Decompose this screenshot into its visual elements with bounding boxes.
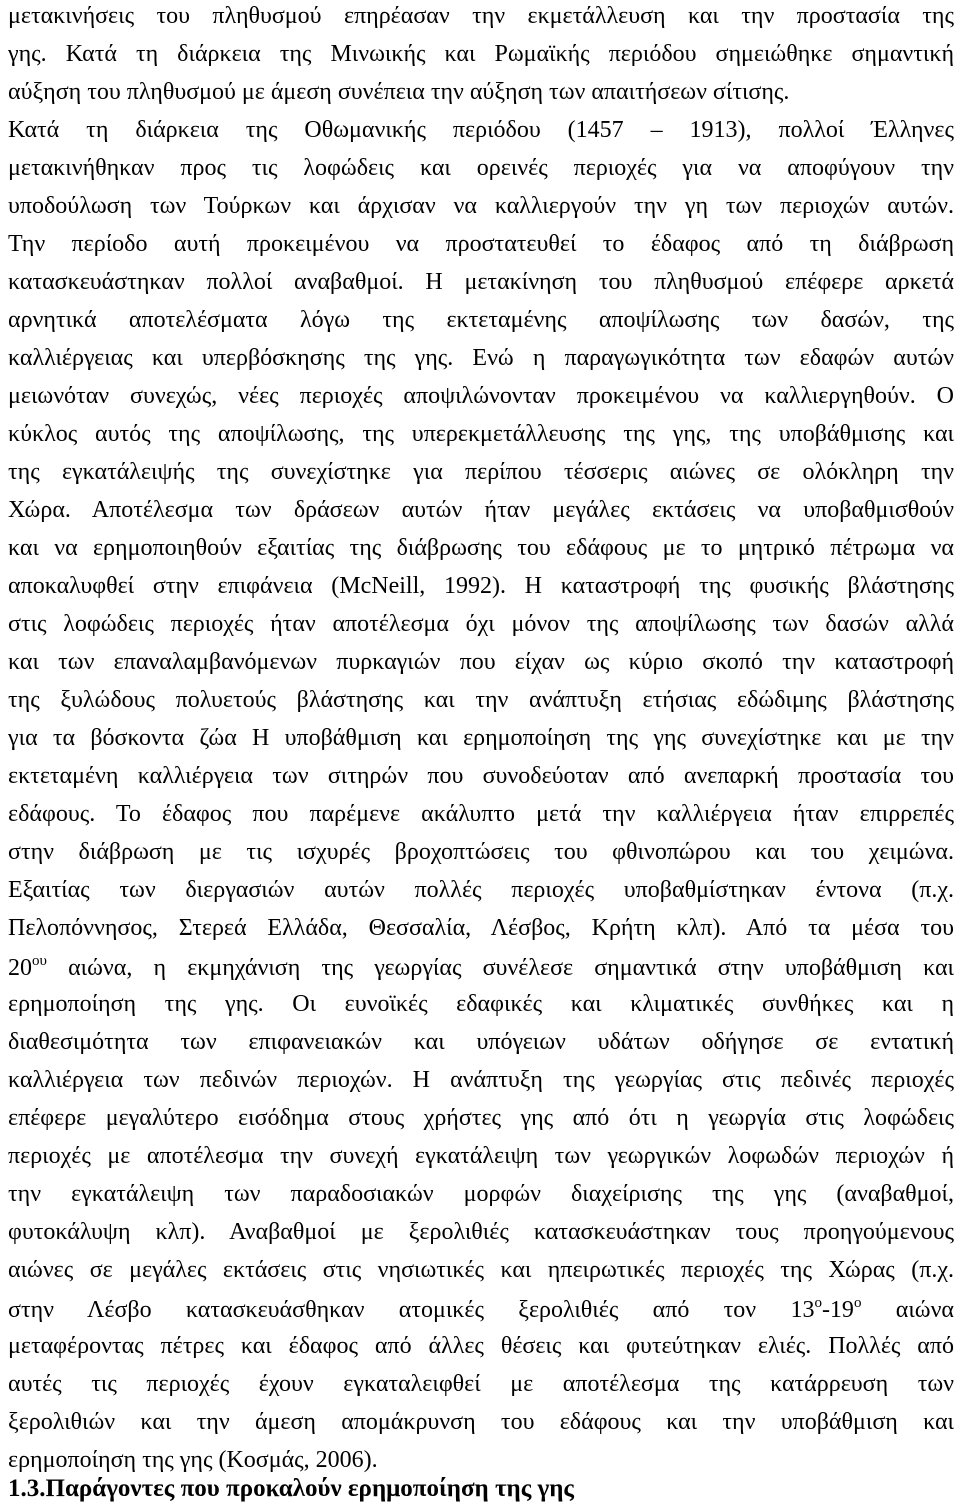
- paragraph-line: αυτές τις περιοχές έχουν εγκαταλειφθεί με αποτέλεσμα της κατάρρευση των: [8, 1371, 954, 1397]
- paragraph-line: της εγκατάλειψής της συνεχίστηκε για περίπου τέσσερις αιώνες σε ολόκληρη την: [8, 459, 954, 485]
- superscript: ο: [853, 1295, 862, 1311]
- paragraph-line: μετακινήσεις του πληθυσμού επηρέασαν την εκμετάλλευση και την προστασία της: [8, 3, 954, 29]
- paragraph-line: καλλιέργεια των πεδινών περιοχών. Η ανάπτυξη της γεωργίας στις πεδινές περιοχές: [8, 1067, 954, 1093]
- line-text: αιώνα, η εκμηχάνιση της γεωργίας συνέλεσε σημαντικά στην υποβάθμιση και: [68, 955, 955, 981]
- paragraph-line: επέφερε μεγαλύτερο εισόδημα στους χρήστες γης από ότι η γεωργία στις λοφώδεις: [8, 1105, 954, 1131]
- paragraph-line: την εγκατάλειψη των παραδοσιακών μορφών διαχείρισης της γης (αναβαθμοί,: [8, 1181, 954, 1207]
- paragraph-line: εκτεταμένη καλλιέργεια των σιτηρών που συνοδεύοταν από ανεπαρκή προστασία του: [8, 763, 954, 789]
- paragraph-line: μειωνόταν συνεχώς, νέες περιοχές αποψιλώνονταν προκειμένου να καλλιεργηθούν. Ο: [8, 383, 954, 409]
- paragraph-line: υποδούλωση των Τούρκων και άρχισαν να καλλιεργούν την γη των περιοχών αυτών.: [8, 193, 954, 219]
- paragraph-line: κατασκευάστηκαν πολλοί αναβαθμοί. Η μετακίνηση του πληθυσμού επέφερε αρκετά: [8, 269, 954, 295]
- paragraph-line: και των επαναλαμβανόμενων πυρκαγιών που είχαν ως κύριο σκοπό την καταστροφή: [8, 649, 954, 675]
- paragraph-line: κύκλος αυτός της αποψίλωσης, της υπερεκμετάλλευσης της γης, της υποβάθμισης και: [8, 421, 954, 447]
- paragraph-line: γης. Κατά τη διάρκεια της Μινωικής και Ρωμαϊκής περιόδου σημειώθηκε σημαντική: [8, 41, 954, 67]
- paragraph-line: Εξαιτίας των διεργασιών αυτών πολλές περιοχές υποβαθμίστηκαν έντονα (π.χ.: [8, 877, 954, 903]
- line-text: αιώνα: [895, 1297, 955, 1323]
- paragraph-line: ερημοποίηση της γης. Οι ευνοϊκές εδαφικές και κλιματικές συνθήκες και η: [8, 991, 954, 1017]
- paragraph-line: στις λοφώδεις περιοχές ήταν αποτέλεσμα όχι μόνον της αποψίλωσης των δασών αλλά: [8, 611, 954, 637]
- paragraph-line: [8, 1296, 954, 1334]
- superscript: ο: [814, 1295, 822, 1311]
- paragraph-line: αύξηση του πληθυσμού με άμεση συνέπεια την αύξηση των απαιτήσεων σίτισης.: [8, 79, 790, 105]
- century-range: $13^o-19^o$: [790, 1295, 862, 1323]
- paragraph-line: μετακινήθηκαν προς τις λοφώδεις και ορεινές περιοχές για να αποφύγουν την: [8, 155, 954, 181]
- paragraph-line: ξερολιθιών και την άμεση απομάκρυνση του εδάφους και την υποβάθμιση και: [8, 1409, 954, 1435]
- paragraph-line: Την περίοδο αυτή προκειμένου να προστατευθεί το έδαφος από τη διάβρωση: [8, 231, 954, 257]
- paragraph-line: Χώρα. Αποτέλεσμα των δράσεων αυτών ήταν μεγάλες εκτάσεις να υποβαθμισθούν: [8, 497, 954, 523]
- paragraph-line: εδάφους. Το έδαφος που παρέμενε ακάλυπτο μετά την καλλιέργεια ήταν επιρρεπές: [8, 801, 954, 827]
- paragraph-line: μεταφέροντας πέτρες και έδαφος από άλλες θέσεις και φυτεύτηκαν ελιές. Πολλές από: [8, 1333, 954, 1359]
- paragraph-line: ερημοποίηση της γης (Κοσμάς, 2006).: [8, 1447, 378, 1473]
- paragraph-line: στην διάβρωση με τις ισχυρές βροχοπτώσεις του φθινοπώρου και του χειμώνα.: [8, 839, 954, 865]
- paragraph-line: αποκαλυφθεί στην επιφάνεια (McNeill, 1992). Η καταστροφή της φυσικής βλάστησης: [8, 573, 954, 599]
- paragraph-line: Πελοπόννησος, Στερεά Ελλάδα, Θεσσαλία, Λέσβος, Κρήτη κλπ). Από τα μέσα του: [8, 915, 954, 941]
- superscript: ου: [32, 953, 47, 969]
- paragraph-line: για τα βόσκοντα ζώα Η υποβάθμιση και ερημοποίηση της γης συνεχίστηκε και με την: [8, 725, 954, 751]
- section-heading: 1.3.Παράγοντες που προκαλούν ερημοποίηση της γης: [8, 1475, 574, 1502]
- paragraph-line: [8, 954, 954, 992]
- paragraph-line: περιοχές με αποτέλεσμα την συνεχή εγκατάλειψη των γεωργικών λοφωδών περιοχών ή: [8, 1143, 954, 1169]
- paragraph-line: Κατά τη διάρκεια της Οθωμανικής περιόδου (1457 – 1913), πολλοί Έλληνες: [8, 117, 954, 143]
- paragraph-line: φυτοκάλυψη κλπ). Αναβαθμοί με ξερολιθιές κατασκευάστηκαν τους προηγούμενους: [8, 1219, 954, 1245]
- line-text: στην Λέσβο κατασκευάσθηκαν ατομικές ξερολιθιές από τον: [8, 1297, 757, 1323]
- paragraph-line: αιώνες σε μεγάλες εκτάσεις στις νησιωτικές και ηπειρωτικές περιοχές της Χώρας (π.χ.: [8, 1257, 954, 1283]
- paragraph-line: και να ερημοποιηθούν εξαιτίας της διάβρωσης του εδάφους με το μητρικό πέτρωμα να: [8, 535, 954, 561]
- paragraph-line: διαθεσιμότητα των επιφανειακών και υπόγειων υδάτων οδήγησε σε εντατική: [8, 1029, 954, 1055]
- paragraph-line: της ξυλώδους πολυετούς βλάστησης και την ανάπτυξη ετήσιας εδώδιμης βλάστησης: [8, 687, 954, 713]
- century-number: $20^{o\upsilon}$: [8, 953, 47, 981]
- paragraph-line: αρνητικά αποτελέσματα λόγω της εκτεταμένης αποψίλωσης των δασών, της: [8, 307, 954, 333]
- paragraph-line: καλλιέργειας και υπερβόσκησης της γης. Ενώ η παραγωγικότητα των εδαφών αυτών: [8, 345, 954, 371]
